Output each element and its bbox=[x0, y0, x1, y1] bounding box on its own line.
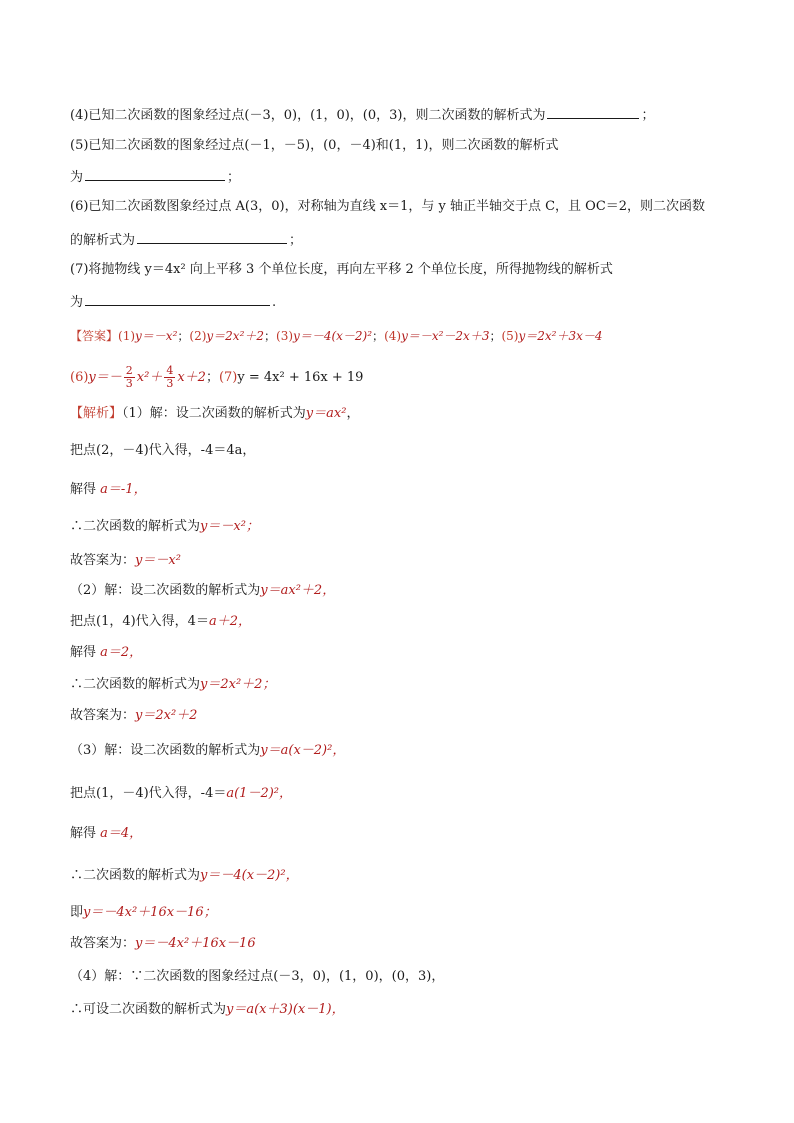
answer-tag: 【答案】 bbox=[70, 329, 119, 343]
question-5-continued: 为 ； bbox=[70, 166, 734, 186]
fraction: $\frac{2}{3}$ bbox=[125, 364, 133, 390]
answer-blank[interactable] bbox=[547, 104, 639, 119]
solution-line-7: 把点(1，4)代入得，4＝a＋2， bbox=[70, 614, 251, 629]
solution-line-3: 解得 a＝-1， bbox=[70, 482, 147, 497]
question-5: (5)已知二次函数的图象经过点(－1，－5)，(0，－4)和(1，1)，则二次函数的解析式 bbox=[70, 138, 559, 153]
solution-line-12: 把点(1，－4)代入得，-4＝a(1－2)²， bbox=[70, 786, 293, 801]
answer-blank[interactable] bbox=[85, 166, 225, 181]
answer-blank[interactable] bbox=[85, 291, 270, 306]
question-7-continued: 为 . bbox=[70, 291, 734, 311]
solution-line-17: （4）解：∵二次函数的图象经过点(－3，0)，(1，0)，(0，3)， bbox=[70, 969, 445, 984]
answer-line-2: (6)y＝－ $\frac{2}{3}$ x²＋ $\frac{4}{3}$ x＋2；(7)y = 4x² + 16x + 19 bbox=[70, 364, 364, 390]
solution-line-13: 解得 a＝4， bbox=[70, 826, 143, 841]
solution-line-16: 故答案为：y＝－4x²＋16x－16 bbox=[70, 936, 256, 951]
solution-line-9: ∴二次函数的解析式为y＝2x²＋2； bbox=[70, 677, 276, 692]
question-4: (4)已知二次函数的图象经过点(－3，0)，(1，0)，(0，3)，则二次函数的解析式为 ； bbox=[70, 104, 734, 124]
solution-line-4: ∴二次函数的解析式为y＝－x²； bbox=[70, 519, 259, 534]
solution-line-15: 即y＝－4x²＋16x－16； bbox=[70, 905, 217, 920]
answer-blank[interactable] bbox=[137, 229, 287, 244]
solution-line-18: ∴可设二次函数的解析式为y＝a(x＋3)(x－1)， bbox=[70, 1002, 345, 1017]
solution-tag: 【解析】 bbox=[70, 406, 123, 421]
question-6-continued: 的解析式为 ； bbox=[70, 229, 734, 249]
question-7: (7)将抛物线 y＝4x² 向上平移 3 个单位长度，再向左平移 2 个单位长度，所得抛物线的解析式 bbox=[70, 262, 613, 277]
solution-line-8: 解得 a＝2， bbox=[70, 645, 143, 660]
solution-line-11: （3）解：设二次函数的解析式为y＝a(x－2)²， bbox=[70, 743, 346, 758]
solution-line-6: （2）解：设二次函数的解析式为y＝ax²＋2， bbox=[70, 583, 336, 598]
solution-line-10: 故答案为：y＝2x²＋2 bbox=[70, 708, 198, 723]
solution-line-2: 把点(2，－4)代入得，-4＝4a， bbox=[70, 443, 256, 458]
solution-line-1: 【解析】（1）解：设二次函数的解析式为y＝ax²， bbox=[70, 406, 360, 421]
answer-line-1: 【答案】(1)y＝－x²；(2)y＝2x²＋2；(3)y＝－4(x－2)²；(4)y＝－x²－2x＋3；(5)y＝2x²＋3x－4 bbox=[70, 329, 603, 343]
solution-line-5: 故答案为：y＝－x² bbox=[70, 553, 181, 568]
question-6: (6)已知二次函数图象经过点 A(3，0)，对称轴为直线 x＝1，与 y 轴正半轴交于点 C，且 OC＝2，则二次函数 bbox=[70, 199, 706, 214]
fraction: $\frac{4}{3}$ bbox=[166, 364, 174, 390]
solution-line-14: ∴二次函数的解析式为y＝－4(x－2)²， bbox=[70, 868, 299, 883]
